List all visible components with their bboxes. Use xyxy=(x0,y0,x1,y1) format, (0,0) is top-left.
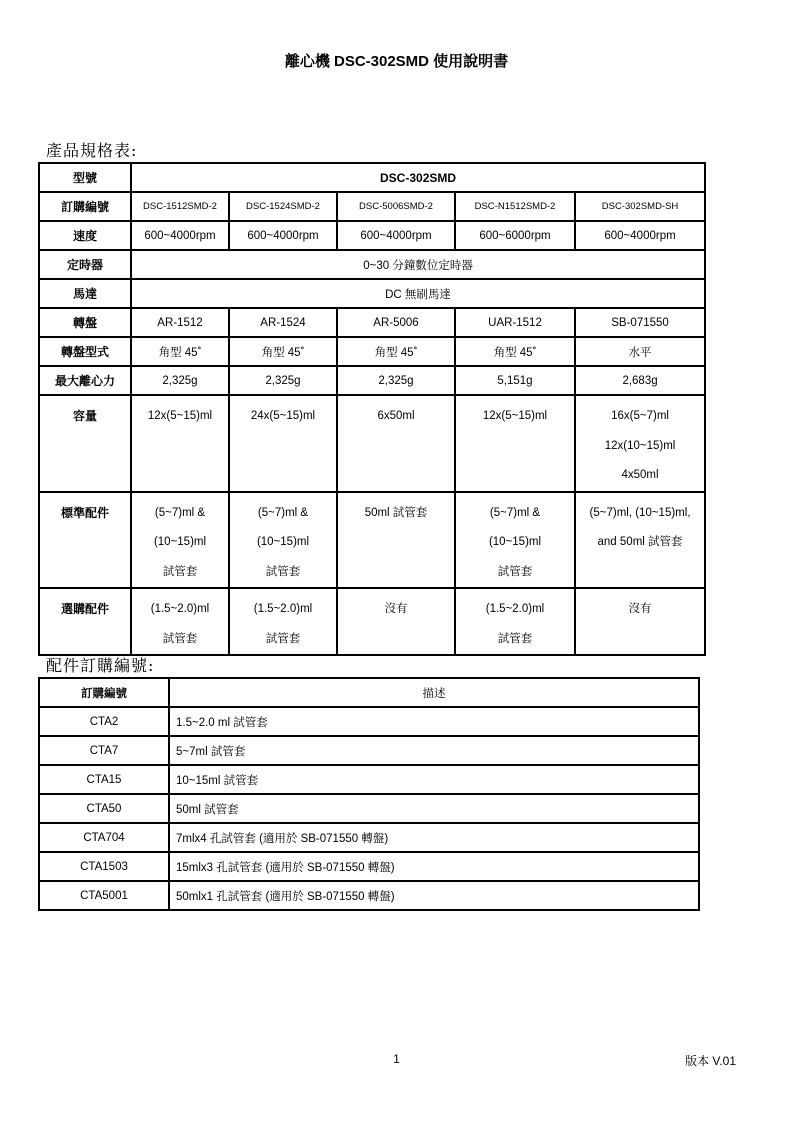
table-row xyxy=(39,279,705,308)
capacity-cell xyxy=(575,395,705,492)
opt-line: 沒有 xyxy=(628,603,652,615)
opt-accessory-label: 選購配件 xyxy=(39,588,131,655)
speed-value: 600~4000rpm xyxy=(131,221,229,250)
capacity-line: 24x(5~15)ml xyxy=(250,410,316,422)
opt-accessory-cell xyxy=(229,588,337,655)
opt-accessory-cell xyxy=(337,588,455,655)
accessory-code: CTA2 xyxy=(39,707,169,736)
opt-line: (1.5~2.0)ml xyxy=(253,603,313,615)
std-line: (5~7)ml & xyxy=(489,506,541,519)
table-row xyxy=(39,221,705,250)
table-row xyxy=(39,823,699,852)
capacity-cell xyxy=(455,395,575,492)
accessory-desc: 1.5~2.0 ml 試管套 xyxy=(169,707,699,736)
std-accessory-cell xyxy=(455,492,575,589)
opt-line: 試管套 xyxy=(265,632,301,645)
rotor-type-value: 角型 45˚ xyxy=(131,337,229,366)
accessory-desc: 50mlx1 孔試管套 (適用於 SB-071550 轉盤) xyxy=(169,881,699,910)
rotor-type-value: 角型 45˚ xyxy=(229,337,337,366)
rotor-type-value: 水平 xyxy=(575,337,705,366)
rcf-value: 5,151g xyxy=(455,366,575,395)
order-code: DSC-302SMD-SH xyxy=(575,192,705,221)
capacity-cell xyxy=(131,395,229,492)
rotor-label: 轉盤 xyxy=(39,308,131,337)
accessory-desc: 5~7ml 試管套 xyxy=(169,736,699,765)
table-row xyxy=(39,736,699,765)
table-row xyxy=(39,192,705,221)
std-line: and 50ml 試管套 xyxy=(597,536,683,548)
accessory-desc: 50ml 試管套 xyxy=(169,794,699,823)
accessory-code-header: 訂購編號 xyxy=(39,678,169,707)
std-line: (5~7)ml, (10~15)ml, xyxy=(589,506,691,519)
rotor-type-value: 角型 45˚ xyxy=(337,337,455,366)
page-number: 1 xyxy=(393,1052,400,1066)
std-line: 試管套 xyxy=(162,565,198,578)
speed-value: 600~6000rpm xyxy=(455,221,575,250)
std-accessory-label: 標準配件 xyxy=(39,492,131,589)
model-label: 型號 xyxy=(39,163,131,192)
table-row xyxy=(39,588,705,655)
opt-line: 沒有 xyxy=(384,603,408,615)
opt-accessory-cell xyxy=(131,588,229,655)
std-line: (10~15)ml xyxy=(488,536,542,548)
order-label: 訂購編號 xyxy=(39,192,131,221)
std-accessory-cell xyxy=(131,492,229,589)
accessory-section-title: 配件訂購編號: xyxy=(46,656,155,675)
speed-value: 600~4000rpm xyxy=(337,221,455,250)
accessory-code: CTA7 xyxy=(39,736,169,765)
document-title: 離心機 DSC-302SMD 使用說明書 xyxy=(284,53,509,70)
accessory-code: CTA50 xyxy=(39,794,169,823)
rotor-value: AR-1524 xyxy=(229,308,337,337)
table-row xyxy=(39,395,705,492)
table-row xyxy=(39,308,705,337)
spec-table xyxy=(38,162,706,656)
std-line: (5~7)ml & xyxy=(154,506,206,519)
table-row xyxy=(39,707,699,736)
table-row xyxy=(39,250,705,279)
table-row xyxy=(39,881,699,910)
std-accessory-cell xyxy=(337,492,455,589)
version-label: 版本 V.01 xyxy=(685,1054,736,1068)
std-line: (5~7)ml & xyxy=(257,506,309,519)
rcf-value: 2,325g xyxy=(229,366,337,395)
speed-label: 速度 xyxy=(39,221,131,250)
std-line: 試管套 xyxy=(497,565,533,578)
capacity-line: 12x(10~15)ml xyxy=(604,439,676,452)
order-code: DSC-1512SMD-2 xyxy=(131,192,229,221)
accessory-desc: 15mlx3 孔試管套 (適用於 SB-071550 轉盤) xyxy=(169,852,699,881)
motor-label: 馬達 xyxy=(39,279,131,308)
table-row xyxy=(39,163,705,192)
capacity-line: 12x(5~15)ml xyxy=(482,410,548,422)
opt-accessory-cell xyxy=(455,588,575,655)
rcf-value: 2,325g xyxy=(337,366,455,395)
table-row xyxy=(39,366,705,395)
std-accessory-cell xyxy=(575,492,705,589)
capacity-cell xyxy=(337,395,455,492)
opt-line: (1.5~2.0)ml xyxy=(485,603,545,615)
opt-line: 試管套 xyxy=(162,632,198,645)
rcf-value: 2,683g xyxy=(575,366,705,395)
accessory-code: CTA1503 xyxy=(39,852,169,881)
opt-line: (1.5~2.0)ml xyxy=(150,603,210,615)
capacity-label: 容量 xyxy=(39,395,131,492)
accessory-code: CTA704 xyxy=(39,823,169,852)
spec-section-title: 產品規格表: xyxy=(46,141,138,160)
std-line: (10~15)ml xyxy=(256,536,310,548)
accessory-desc: 10~15ml 試管套 xyxy=(169,765,699,794)
capacity-line: 16x(5~7)ml xyxy=(611,410,669,422)
accessory-table xyxy=(38,677,700,911)
rcf-value: 2,325g xyxy=(131,366,229,395)
capacity-line: 12x(5~15)ml xyxy=(147,410,213,422)
motor-value: DC 無刷馬達 xyxy=(131,279,705,308)
accessory-desc: 7mlx4 孔試管套 (適用於 SB-071550 轉盤) xyxy=(169,823,699,852)
accessory-desc-header: 描述 xyxy=(169,678,699,707)
rotor-type-value: 角型 45˚ xyxy=(455,337,575,366)
rotor-type-label: 轉盤型式 xyxy=(39,337,131,366)
std-line: (10~15)ml xyxy=(153,536,207,548)
table-row xyxy=(39,337,705,366)
opt-line: 試管套 xyxy=(497,632,533,645)
table-row xyxy=(39,765,699,794)
speed-value: 600~4000rpm xyxy=(575,221,705,250)
std-accessory-cell xyxy=(229,492,337,589)
table-header-row xyxy=(39,678,699,707)
timer-value: 0~30 分鐘數位定時器 xyxy=(131,250,705,279)
table-row xyxy=(39,852,699,881)
table-row xyxy=(39,492,705,589)
rotor-value: AR-1512 xyxy=(131,308,229,337)
order-code: DSC-1524SMD-2 xyxy=(229,192,337,221)
order-code: DSC-5006SMD-2 xyxy=(337,192,455,221)
accessory-code: CTA5001 xyxy=(39,881,169,910)
model-value: DSC-302SMD xyxy=(131,163,705,192)
rotor-value: AR-5006 xyxy=(337,308,455,337)
opt-accessory-cell xyxy=(575,588,705,655)
rotor-value: SB-071550 xyxy=(575,308,705,337)
capacity-cell xyxy=(229,395,337,492)
capacity-line: 4x50ml xyxy=(621,469,659,481)
accessory-code: CTA15 xyxy=(39,765,169,794)
timer-label: 定時器 xyxy=(39,250,131,279)
table-row xyxy=(39,794,699,823)
std-line: 試管套 xyxy=(265,565,301,578)
order-code: DSC-N1512SMD-2 xyxy=(455,192,575,221)
rcf-label: 最大離心力 xyxy=(39,366,131,395)
std-line: 50ml 試管套 xyxy=(364,506,428,519)
rotor-value: UAR-1512 xyxy=(455,308,575,337)
capacity-line: 6x50ml xyxy=(377,410,415,422)
speed-value: 600~4000rpm xyxy=(229,221,337,250)
